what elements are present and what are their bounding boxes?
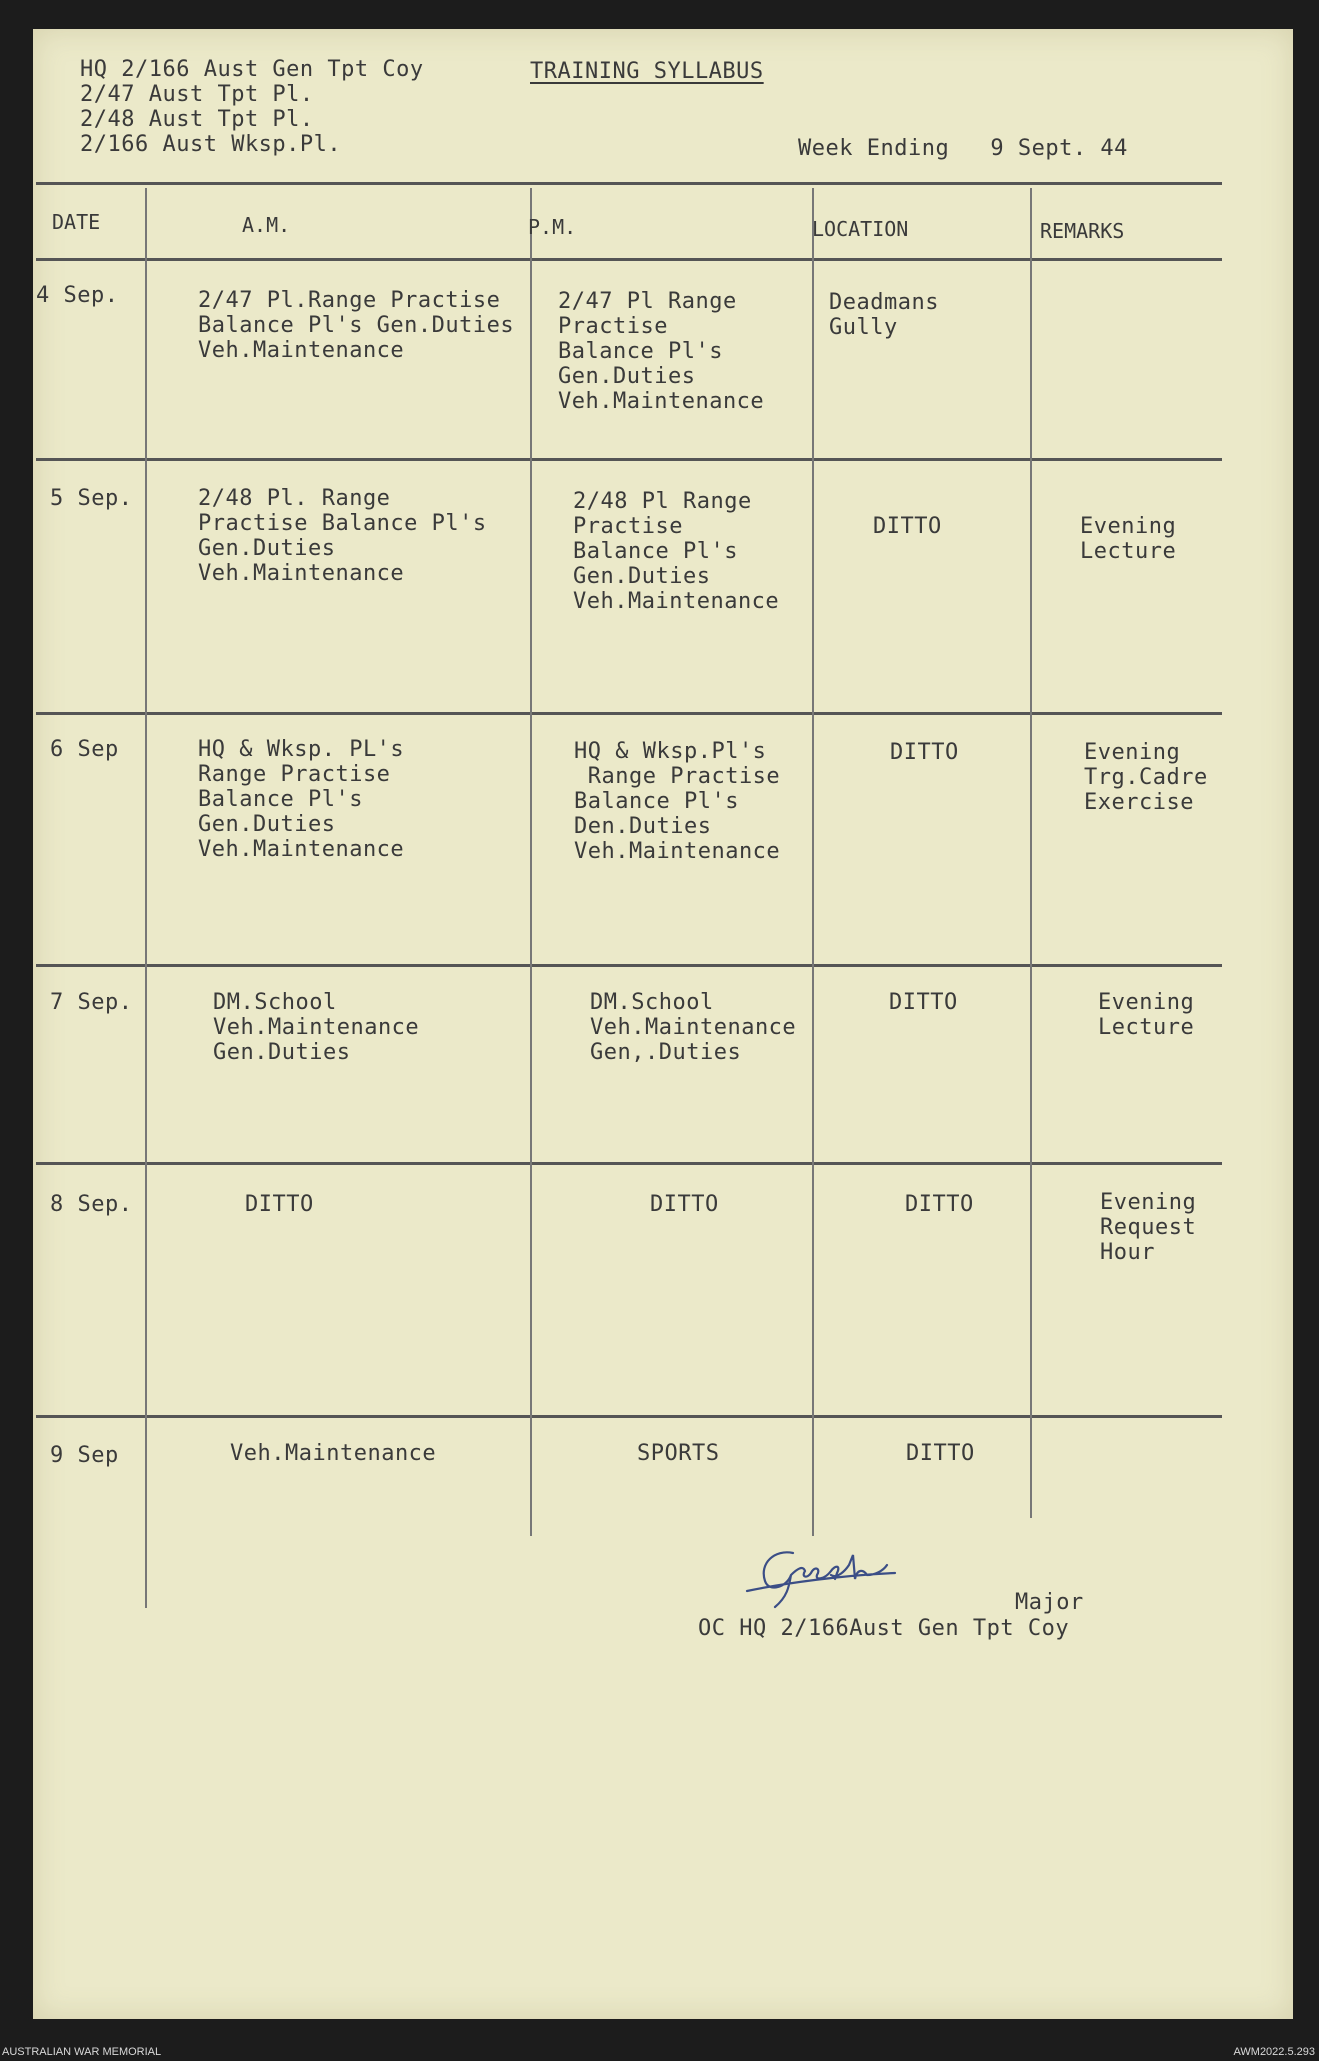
row-rule-5 — [36, 1415, 1222, 1418]
row-rule-3 — [36, 964, 1222, 967]
row-4-remarks: Evening Lecture — [1098, 990, 1195, 1040]
row-3-date: 6 Sep — [50, 737, 119, 762]
row-rule-4 — [36, 1162, 1222, 1165]
table-header-rule — [36, 258, 1222, 261]
signature-rank: Major — [1015, 1590, 1084, 1615]
row-1-date: 4 Sep. — [36, 283, 119, 308]
row-1-pm: 2/47 Pl Range Practise Balance Pl's Gen.Duties Veh.Maintenance — [558, 289, 765, 414]
row-rule-1 — [36, 458, 1222, 461]
footer-accession: AWM2022.5.293 — [1233, 2046, 1315, 2058]
row-rule-2 — [36, 712, 1222, 715]
row-4-date: 7 Sep. — [50, 990, 133, 1015]
table-top-rule — [36, 182, 1222, 185]
row-3-remarks: Evening Trg.Cadre Exercise — [1084, 740, 1208, 815]
col-rule-3 — [812, 188, 814, 1536]
row-2-location: DITTO — [873, 514, 942, 539]
row-6-am: Veh.Maintenance — [230, 1441, 437, 1466]
footer-institution: AUSTRALIAN WAR MEMORIAL — [2, 2046, 162, 2058]
row-2-date: 5 Sep. — [50, 486, 133, 511]
row-6-pm: SPORTS — [637, 1441, 720, 1466]
row-4-location: DITTO — [889, 990, 958, 1015]
col-rule-1 — [145, 188, 147, 1608]
row-1-am: 2/47 Pl.Range Practise Balance Pl's Gen.Duties Veh.Maintenance — [198, 288, 515, 363]
col-rule-2 — [530, 188, 532, 1536]
row-4-pm: DM.School Veh.Maintenance Gen,.Duties — [590, 990, 797, 1065]
row-5-pm: DITTO — [650, 1192, 719, 1217]
row-3-am: HQ & Wksp. PL's Range Practise Balance Pl's Gen.Duties Veh.Maintenance — [198, 737, 405, 862]
document-title: TRAINING SYLLABUS — [530, 59, 764, 84]
letterhead-line-1: HQ 2/166 Aust Gen Tpt Coy — [80, 57, 424, 82]
row-6-location: DITTO — [906, 1441, 975, 1466]
letterhead-line-4: 2/166 Aust Wksp.Pl. — [80, 132, 342, 157]
col-rule-4 — [1030, 188, 1032, 1518]
row-6-date: 9 Sep — [50, 1443, 119, 1468]
row-5-remarks: Evening Request Hour — [1100, 1190, 1197, 1265]
row-2-pm: 2/48 Pl Range Practise Balance Pl's Gen.Duties Veh.Maintenance — [573, 489, 780, 614]
header-date: DATE — [52, 210, 101, 234]
handwritten-signature — [745, 1535, 935, 1615]
letterhead-line-2: 2/47 Aust Tpt Pl. — [80, 82, 314, 107]
row-5-location: DITTO — [905, 1192, 974, 1217]
header-am: A.M. — [242, 213, 291, 237]
header-remarks: REMARKS — [1040, 219, 1125, 243]
row-3-pm: HQ & Wksp.Pl's Range Practise Balance Pl's Den.Duties Veh.Maintenance — [574, 739, 781, 864]
row-2-remarks: Evening Lecture — [1080, 514, 1177, 564]
row-3-location: DITTO — [890, 740, 959, 765]
row-4-am: DM.School Veh.Maintenance Gen.Duties — [213, 990, 420, 1065]
header-location: LOCATION — [812, 217, 909, 241]
row-2-am: 2/48 Pl. Range Practise Balance Pl's Gen.Duties Veh.Maintenance — [198, 486, 487, 586]
row-5-date: 8 Sep. — [50, 1192, 133, 1217]
week-ending: Week Ending 9 Sept. 44 — [798, 136, 1128, 161]
row-1-location: Deadmans Gully — [829, 290, 939, 340]
row-5-am: DITTO — [245, 1192, 314, 1217]
header-pm: P.M. — [528, 215, 577, 239]
letterhead-line-3: 2/48 Aust Tpt Pl. — [80, 107, 314, 132]
signature-appointment: OC HQ 2/166Aust Gen Tpt Coy — [698, 1616, 1070, 1641]
